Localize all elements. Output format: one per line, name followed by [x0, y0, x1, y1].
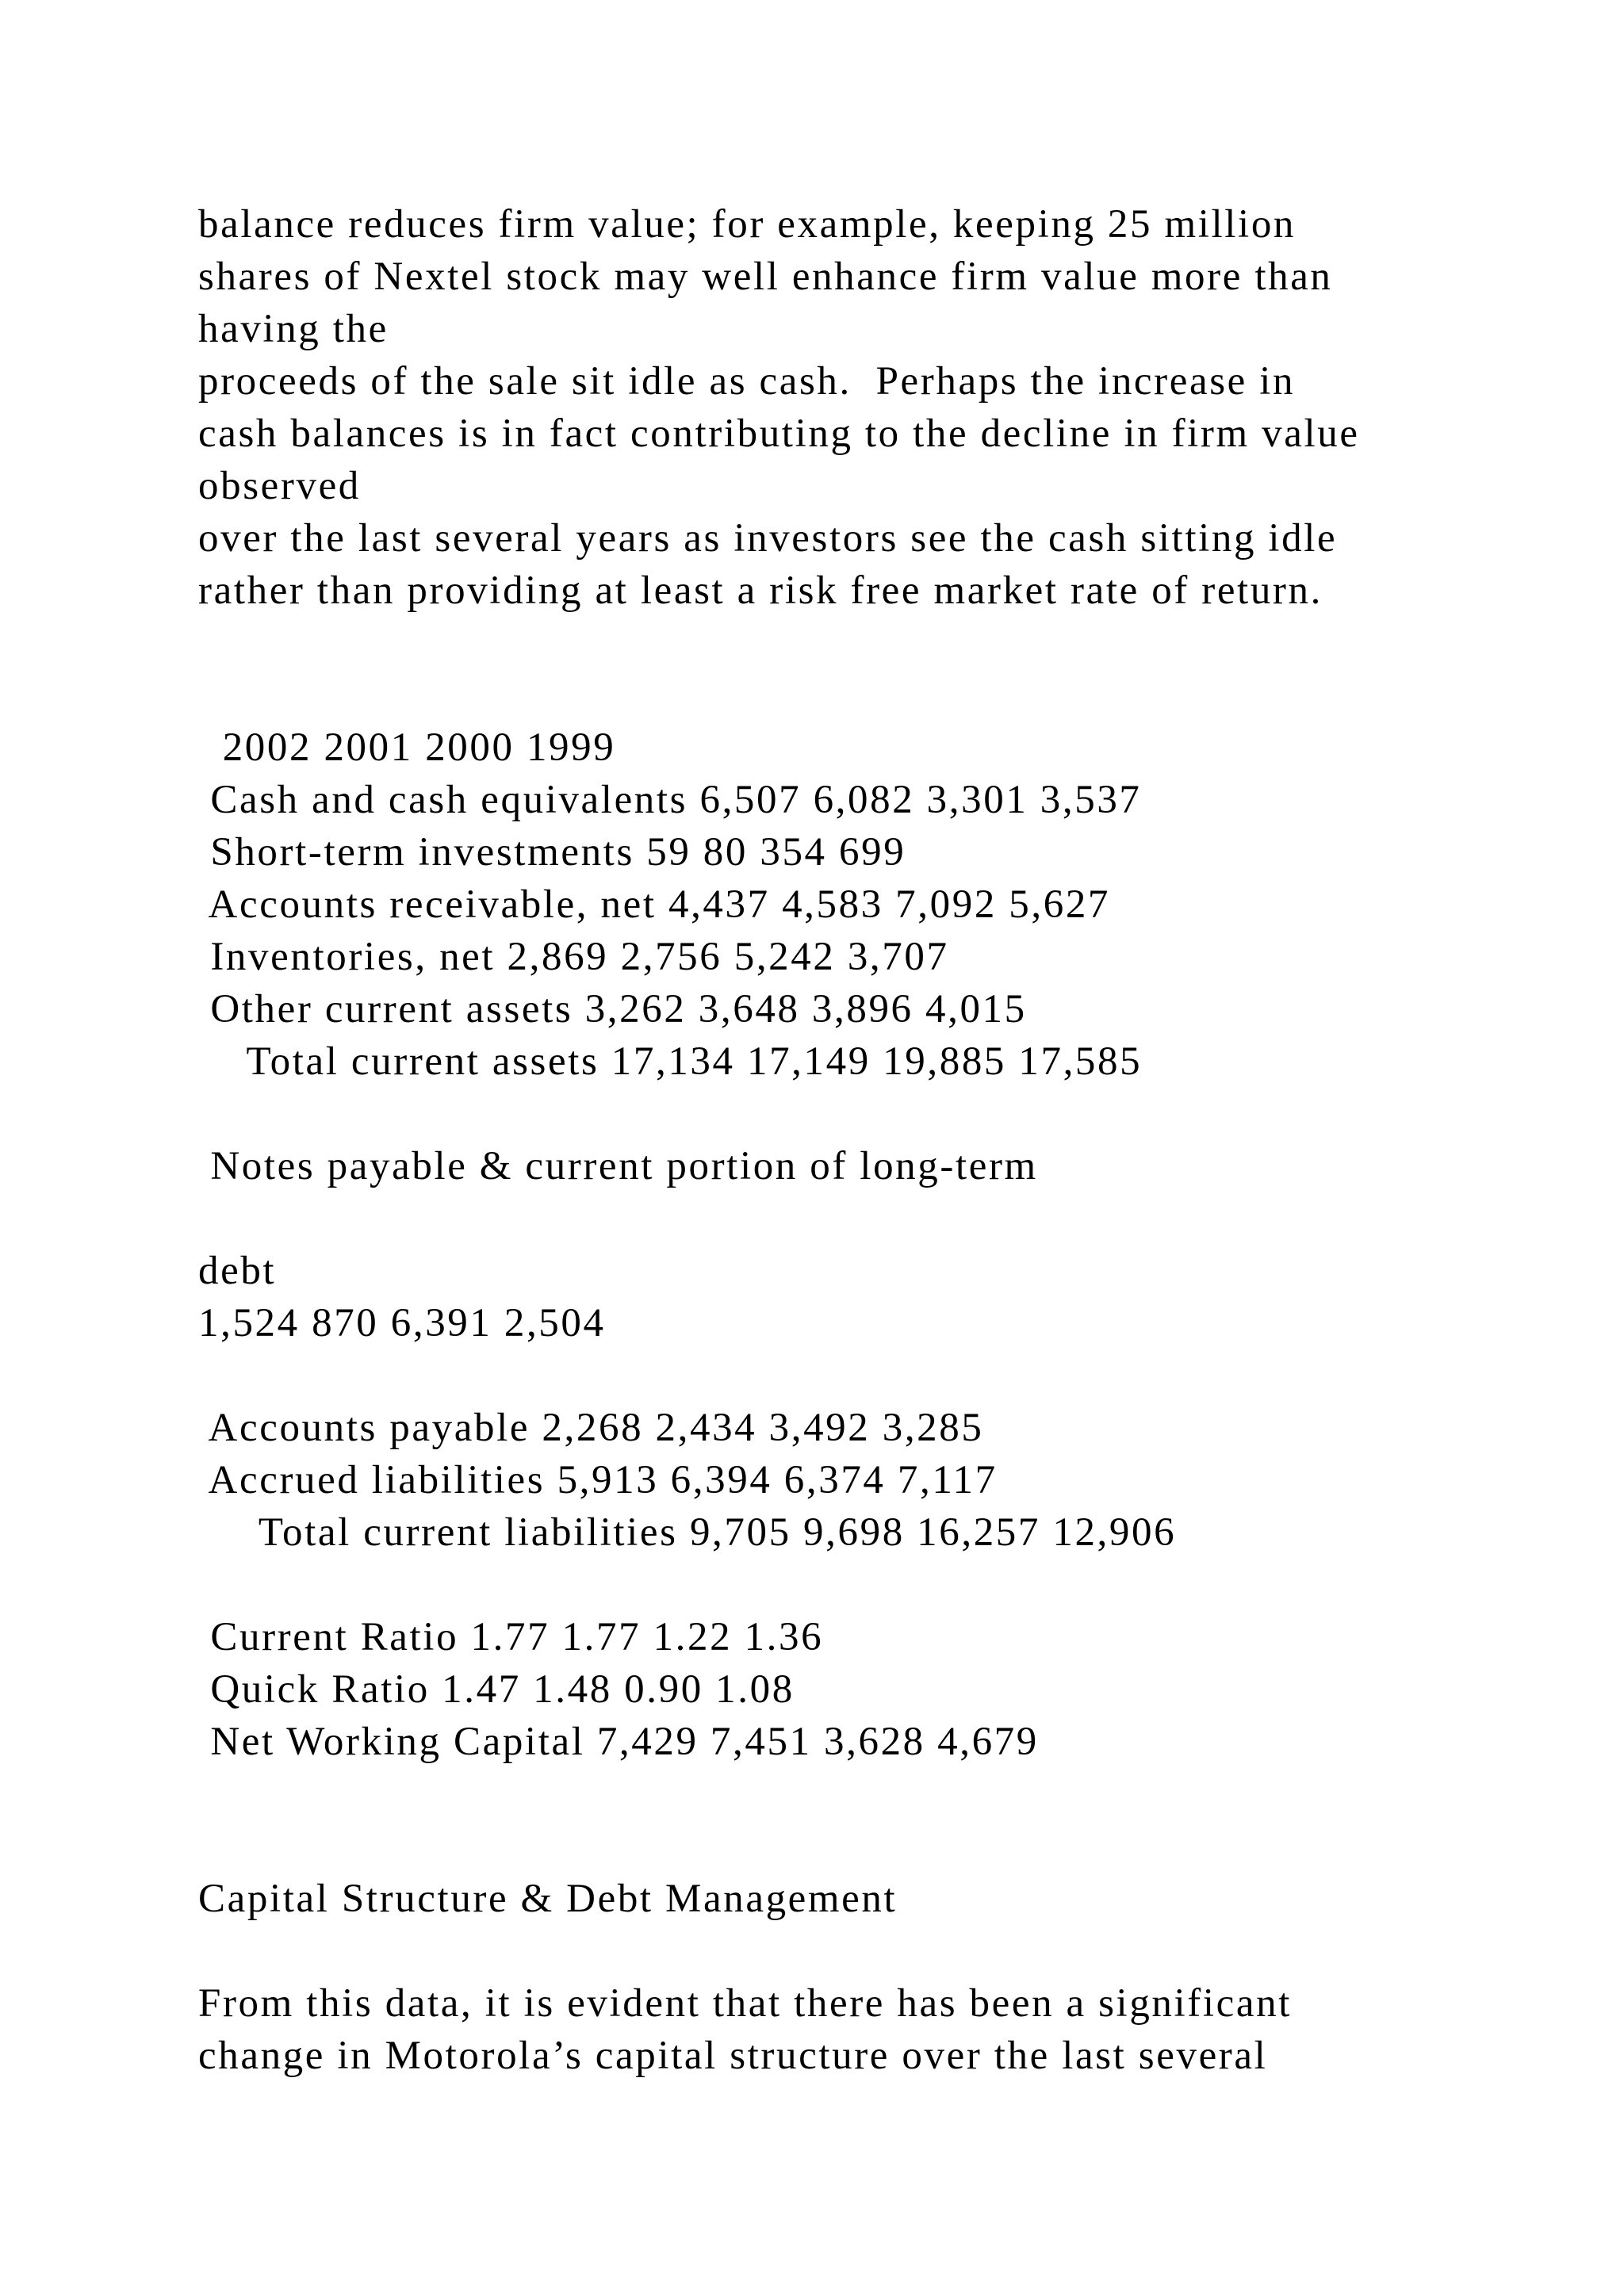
paragraph-line: observed	[198, 464, 361, 508]
table-row-label: Notes payable & current portion of long-term	[198, 1144, 1038, 1188]
paragraph-line: cash balances is in fact contributing to the decline in firm value	[198, 411, 1360, 456]
paragraph-line: shares of Nextel stock may well enhance firm value more than	[198, 254, 1333, 299]
paragraph-line: proceeds of the sale sit idle as cash. Perhaps the increase in	[198, 359, 1296, 404]
table-header-years: 2002 2001 2000 1999	[198, 725, 616, 770]
table-row: Other current assets 3,262 3,648 3,896 4,015	[198, 987, 1027, 1031]
table-row-total: Total current assets 17,134 17,149 19,885 17,585	[198, 1039, 1143, 1084]
table-row: Cash and cash equivalents 6,507 6,082 3,301 3,537	[198, 778, 1142, 822]
table-row: Net Working Capital 7,429 7,451 3,628 4,679	[198, 1720, 1039, 1764]
table-row-total: Total current liabilities 9,705 9,698 16,257 12,906	[198, 1510, 1177, 1555]
paragraph-line: having the	[198, 307, 389, 351]
table-row: Current Ratio 1.77 1.77 1.22 1.36	[198, 1615, 824, 1659]
table-row: Accrued liabilities 5,913 6,394 6,374 7,117	[198, 1458, 998, 1502]
table-row: Accounts receivable, net 4,437 4,583 7,092 5,627	[198, 882, 1111, 927]
paragraph-line: balance reduces firm value; for example, keeping 25 million	[198, 202, 1297, 247]
paragraph-line: From this data, it is evident that there has been a significant	[198, 1981, 1292, 2026]
table-row-values: 1,524 870 6,391 2,504	[198, 1301, 606, 1345]
table-row: Inventories, net 2,869 2,756 5,242 3,707	[198, 935, 949, 979]
table-row-label: debt	[198, 1249, 277, 1293]
table-row: Accounts payable 2,268 2,434 3,492 3,285	[198, 1406, 984, 1450]
paragraph-line: over the last several years as investors see the cash sitting idle	[198, 516, 1338, 561]
table-row: Quick Ratio 1.47 1.48 0.90 1.08	[198, 1667, 795, 1712]
section-heading: Capital Structure & Debt Management	[198, 1877, 898, 1921]
paragraph-line: rather than providing at least a risk free market rate of return.	[198, 568, 1323, 613]
table-row: Short-term investments 59 80 354 699	[198, 830, 906, 874]
paragraph-line: change in Motorola’s capital structure over the last several	[198, 2034, 1268, 2078]
